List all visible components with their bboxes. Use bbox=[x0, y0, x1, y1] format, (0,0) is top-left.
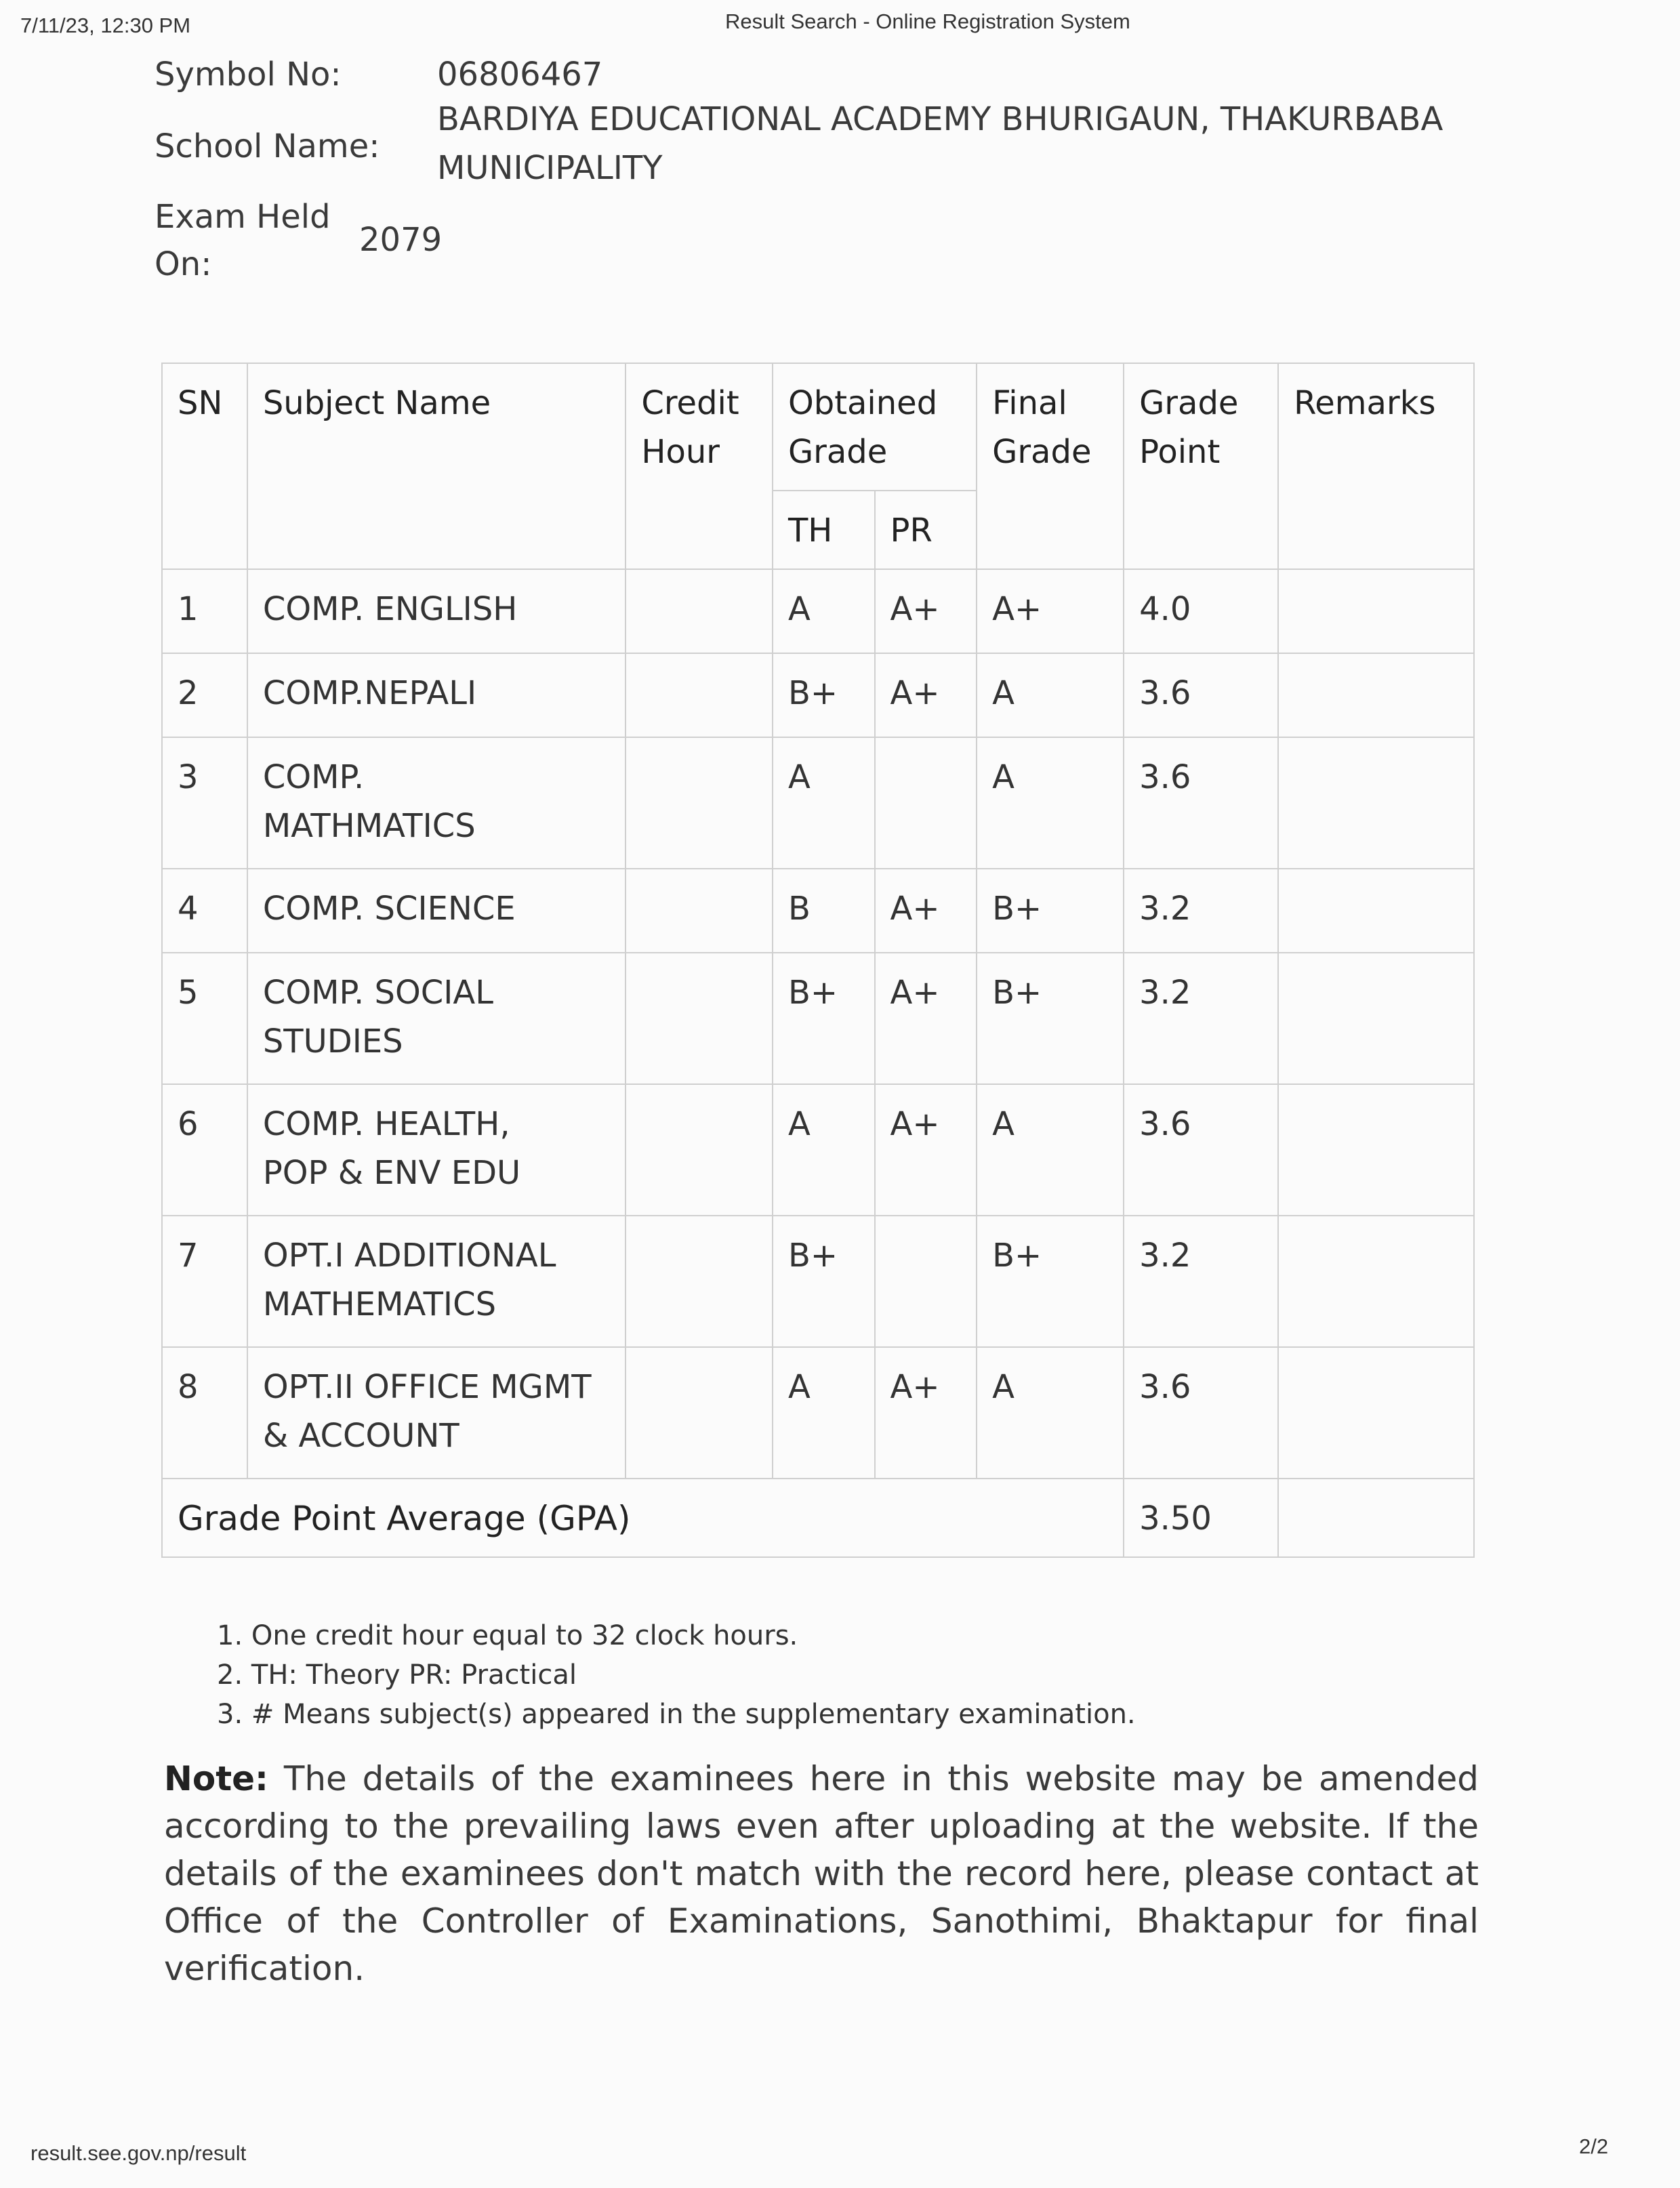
print-page-title: Result Search - Online Registration System bbox=[725, 9, 1130, 33]
header-final-line2: Grade bbox=[992, 433, 1092, 471]
subject-line2: & ACCOUNT bbox=[262, 1417, 459, 1455]
gpa-row bbox=[162, 1479, 1474, 1557]
cell-th: B+ bbox=[773, 1216, 875, 1347]
cell-sn: 7 bbox=[162, 1216, 247, 1347]
cell-final: A bbox=[977, 653, 1124, 737]
header-th: TH bbox=[773, 491, 875, 569]
note-paragraph bbox=[164, 1755, 1479, 1992]
header-credit-line1: Credit bbox=[641, 384, 739, 422]
cell-gp: 3.6 bbox=[1124, 737, 1278, 869]
cell-subject bbox=[247, 1347, 626, 1479]
exam-label-line2: On: bbox=[155, 245, 212, 283]
cell-pr bbox=[875, 737, 977, 869]
cell-pr: A+ bbox=[875, 569, 977, 653]
cell-sn: 1 bbox=[162, 569, 247, 653]
cell-final: B+ bbox=[977, 953, 1124, 1084]
subject-line1: OPT.II OFFICE MGMT bbox=[262, 1368, 592, 1406]
exam-year-value: 2079 bbox=[359, 221, 443, 259]
cell-pr bbox=[875, 1216, 977, 1347]
header-sn: SN bbox=[162, 363, 247, 569]
cell-th: B+ bbox=[773, 653, 875, 737]
cell-credit bbox=[626, 1347, 773, 1479]
table-row bbox=[162, 653, 1474, 737]
cell-th: B+ bbox=[773, 953, 875, 1084]
cell-gp: 3.6 bbox=[1124, 1347, 1278, 1479]
cell-credit bbox=[626, 1084, 773, 1216]
cell-th: A bbox=[773, 1084, 875, 1216]
subject-line1: COMP. SCIENCE bbox=[262, 890, 516, 928]
cell-remarks bbox=[1278, 953, 1474, 1084]
cell-gp: 3.6 bbox=[1124, 653, 1278, 737]
cell-gp: 3.2 bbox=[1124, 953, 1278, 1084]
cell-subject bbox=[247, 1084, 626, 1216]
cell-gp: 3.6 bbox=[1124, 1084, 1278, 1216]
cell-final: A bbox=[977, 1347, 1124, 1479]
cell-pr: A+ bbox=[875, 953, 977, 1084]
header-credit-line2: Hour bbox=[641, 433, 720, 471]
header-remarks: Remarks bbox=[1278, 363, 1474, 569]
cell-th: B bbox=[773, 869, 875, 953]
header-obtained-line2: Grade bbox=[787, 433, 888, 471]
cell-sn: 2 bbox=[162, 653, 247, 737]
cell-gp: 3.2 bbox=[1124, 869, 1278, 953]
cell-remarks bbox=[1278, 1216, 1474, 1347]
cell-credit bbox=[626, 737, 773, 869]
cell-pr: A+ bbox=[875, 1347, 977, 1479]
gpa-remarks bbox=[1278, 1479, 1474, 1557]
cell-sn: 4 bbox=[162, 869, 247, 953]
cell-subject bbox=[247, 869, 626, 953]
print-datetime: 7/11/23, 12:30 PM bbox=[20, 14, 191, 37]
cell-pr: A+ bbox=[875, 653, 977, 737]
footnote-item: 3. # Means subject(s) appeared in the supplementary examination. bbox=[217, 1699, 1136, 1730]
cell-remarks bbox=[1278, 1347, 1474, 1479]
cell-subject bbox=[247, 737, 626, 869]
gpa-value: 3.50 bbox=[1124, 1479, 1278, 1557]
subject-line1: COMP. SOCIAL bbox=[262, 974, 494, 1012]
cell-sn: 6 bbox=[162, 1084, 247, 1216]
print-url: result.see.gov.np/result bbox=[30, 2141, 247, 2165]
header-final-grade bbox=[977, 363, 1124, 569]
cell-final: B+ bbox=[977, 1216, 1124, 1347]
header-obtained-grade bbox=[773, 363, 977, 491]
footnote-item: 2. TH: Theory PR: Practical bbox=[217, 1659, 577, 1691]
symbol-label: Symbol No: bbox=[155, 56, 342, 94]
cell-credit bbox=[626, 869, 773, 953]
cell-remarks bbox=[1278, 1084, 1474, 1216]
subject-line2: MATHEMATICS bbox=[262, 1285, 497, 1323]
cell-th: A bbox=[773, 1347, 875, 1479]
school-label: School Name: bbox=[155, 127, 380, 165]
cell-subject bbox=[247, 1216, 626, 1347]
table-row bbox=[162, 737, 1474, 869]
cell-sn: 3 bbox=[162, 737, 247, 869]
subject-line2: MATHMATICS bbox=[262, 807, 476, 845]
cell-th: A bbox=[773, 737, 875, 869]
table-row bbox=[162, 1347, 1474, 1479]
cell-final: A bbox=[977, 1084, 1124, 1216]
table-row bbox=[162, 1084, 1474, 1216]
school-value-line2: MUNICIPALITY bbox=[437, 149, 663, 187]
note-label: Note: bbox=[164, 1759, 269, 1798]
subject-line1: COMP. bbox=[262, 758, 365, 796]
header-credit-hour bbox=[626, 363, 773, 569]
cell-subject bbox=[247, 953, 626, 1084]
cell-remarks bbox=[1278, 569, 1474, 653]
header-gp-line1: Grade bbox=[1139, 384, 1239, 422]
subject-line2: STUDIES bbox=[262, 1023, 403, 1060]
table-row bbox=[162, 569, 1474, 653]
result-table bbox=[161, 363, 1475, 1558]
footnotes-list bbox=[217, 1616, 1136, 1734]
page-number: 2/2 bbox=[1579, 2134, 1609, 2158]
subject-line1: COMP. ENGLISH bbox=[262, 590, 518, 628]
cell-final: B+ bbox=[977, 869, 1124, 953]
cell-subject bbox=[247, 569, 626, 653]
cell-gp: 4.0 bbox=[1124, 569, 1278, 653]
cell-final: A+ bbox=[977, 569, 1124, 653]
table-header-row bbox=[162, 363, 1474, 491]
header-grade-point bbox=[1124, 363, 1278, 569]
cell-gp: 3.2 bbox=[1124, 1216, 1278, 1347]
table-row bbox=[162, 869, 1474, 953]
cell-credit bbox=[626, 953, 773, 1084]
cell-credit bbox=[626, 1216, 773, 1347]
cell-pr: A+ bbox=[875, 869, 977, 953]
table-row bbox=[162, 1216, 1474, 1347]
gpa-label: Grade Point Average (GPA) bbox=[162, 1479, 1124, 1557]
cell-remarks bbox=[1278, 737, 1474, 869]
header-gp-line2: Point bbox=[1139, 433, 1221, 471]
exam-label-line1: Exam Held bbox=[155, 198, 331, 236]
header-final-line1: Final bbox=[992, 384, 1067, 422]
symbol-value: 06806467 bbox=[437, 56, 603, 94]
footnote-item: 1. One credit hour equal to 32 clock hours. bbox=[217, 1620, 798, 1651]
table-row bbox=[162, 953, 1474, 1084]
cell-remarks bbox=[1278, 869, 1474, 953]
cell-credit bbox=[626, 569, 773, 653]
cell-th: A bbox=[773, 569, 875, 653]
note-text: The details of the examinees here in this website may be amended according to the prevailing laws even after uploading at the website. If the details of the examinees don't match with the record here, please contact at Office of the Controller of Examinations, Sanothimi, Bhaktapur for final verification. bbox=[164, 1759, 1479, 1988]
school-value-line1: BARDIYA EDUCATIONAL ACADEMY BHURIGAUN, THAKURBABA bbox=[437, 100, 1443, 138]
cell-sn: 5 bbox=[162, 953, 247, 1084]
header-subject: Subject Name bbox=[247, 363, 626, 569]
header-pr: PR bbox=[875, 491, 977, 569]
subject-line1: COMP. HEALTH, bbox=[262, 1105, 510, 1143]
cell-sn: 8 bbox=[162, 1347, 247, 1479]
subject-line1: OPT.I ADDITIONAL bbox=[262, 1237, 556, 1275]
subject-line2: POP & ENV EDU bbox=[262, 1154, 521, 1192]
cell-final: A bbox=[977, 737, 1124, 869]
header-obtained-line1: Obtained bbox=[787, 384, 938, 422]
cell-pr: A+ bbox=[875, 1084, 977, 1216]
subject-line1: COMP.NEPALI bbox=[262, 674, 477, 712]
cell-credit bbox=[626, 653, 773, 737]
cell-subject bbox=[247, 653, 626, 737]
cell-remarks bbox=[1278, 653, 1474, 737]
